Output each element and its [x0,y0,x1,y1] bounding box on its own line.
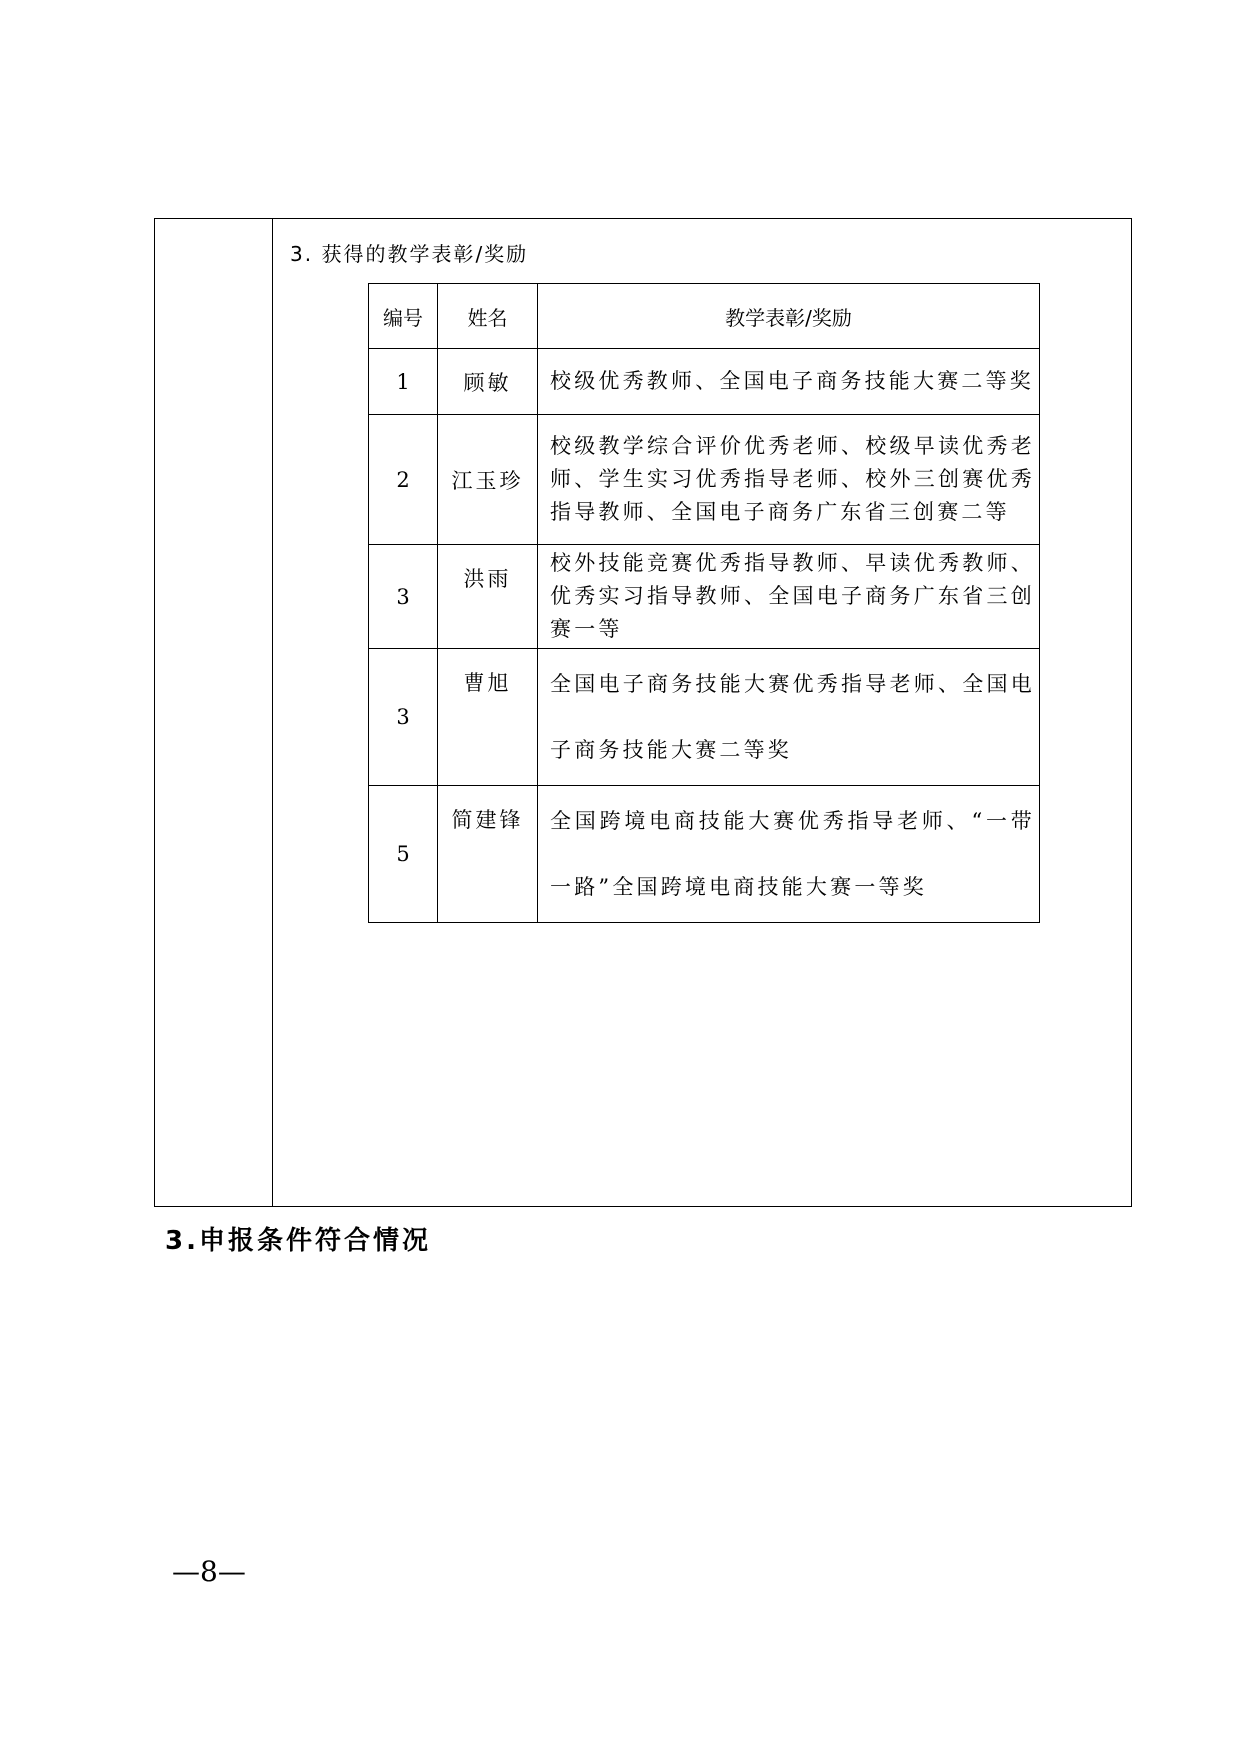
row-name: 洪雨 [438,545,538,649]
section-heading: 3. 获得的教学表彰/奖励 [290,242,529,266]
row-award: 校外技能竞赛优秀指导教师、早读优秀教师、优秀实习指导教师、全国电子商务广东省三创赛一等 [538,545,1040,649]
row-award: 校级教学综合评价优秀老师、校级早读优秀老师、学生实习优秀指导老师、校外三创赛优秀指导教师、全国电子商务广东省三创赛二等 [538,415,1040,545]
table-row [369,545,1040,649]
row-number: 3 [369,545,438,649]
row-award: 全国跨境电商技能大赛优秀指导老师、“一带一路”全国跨境电商技能大赛一等奖 [538,786,1040,923]
row-award: 校级优秀教师、全国电子商务技能大赛二等奖 [538,349,1040,415]
table-header-row [369,284,1040,349]
row-name: 江玉珍 [438,415,538,545]
table-row [369,649,1040,786]
row-number: 3 [369,649,438,786]
table-row [369,415,1040,545]
sub-heading: 3.申报条件符合情况 [165,1226,431,1256]
frame-divider [272,218,273,1207]
table-row [369,349,1040,415]
header-number: 编号 [369,284,438,349]
row-number: 5 [369,786,438,923]
row-name: 简建锋 [438,786,538,923]
table-row [369,786,1040,923]
row-award: 全国电子商务技能大赛优秀指导老师、全国电子商务技能大赛二等奖 [538,649,1040,786]
row-name: 顾敏 [438,349,538,415]
awards-table [368,283,1040,923]
header-award: 教学表彰/奖励 [538,284,1040,349]
page-number: —8— [172,1555,246,1588]
header-name: 姓名 [438,284,538,349]
row-number: 1 [369,349,438,415]
row-number: 2 [369,415,438,545]
row-name: 曹旭 [438,649,538,786]
